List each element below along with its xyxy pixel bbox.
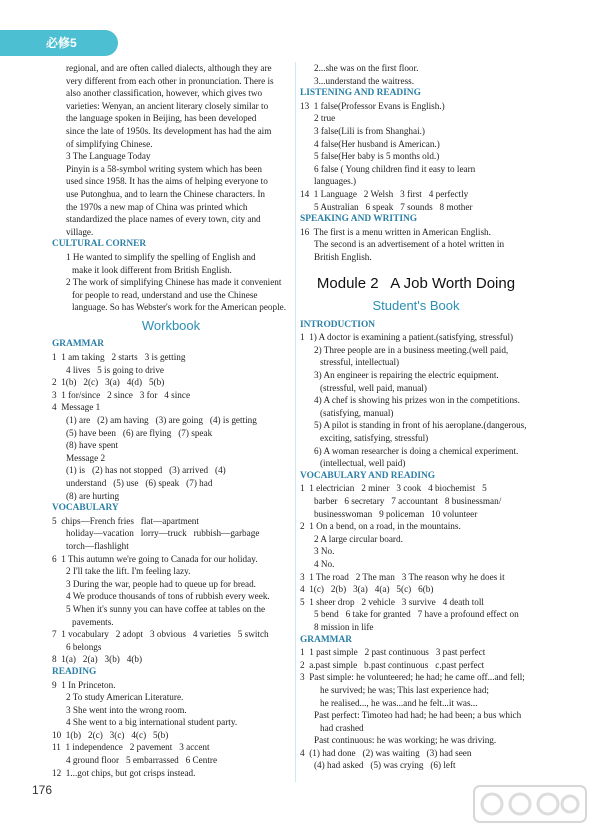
answer-line: (8) are hurting <box>66 490 120 501</box>
answer-line: 3 During the war, people had to queue up for bread. <box>66 578 256 589</box>
answer-line: 3...understand the waitress. <box>314 75 415 86</box>
answer-line: 3 No. <box>314 546 335 557</box>
answer-line: Past continuous: he was working; he was driving. <box>314 735 497 746</box>
answer-line: 2 a.past simple b.past continuous c.past perfect <box>300 659 485 670</box>
answer-line: stressful, intellectual) <box>320 357 400 368</box>
answer-line: make it look different from British English. <box>72 264 232 275</box>
answer-line: The second is an advertisement of a hotel written in <box>314 239 505 250</box>
answer-line: understand (5) use (6) speak (7) had <box>66 478 213 488</box>
answer-line: 5 1 sheer drop 2 vehicle 3 survive 4 death toll <box>300 596 484 607</box>
answer-line: 1 1 past simple 2 past continuous 3 past perfect <box>300 647 486 658</box>
answer-line: since the late of 1950s. Its development has had the aim <box>66 125 272 136</box>
answer-line: 4 We produce thousands of tons of rubbish every week. <box>66 591 270 602</box>
answer-line: 2 1 On a bend, on a road, in the mountains. <box>300 521 461 532</box>
answer-line: 2 1(b) 2(c) 3(a) 4(d) 5(b) <box>52 377 165 388</box>
answer-line: 4 She went to a big international student party. <box>66 717 238 728</box>
answer-line: 4 ground floor 5 embarrassed 6 Centre <box>66 755 218 766</box>
answer-line: Past perfect: Timoteo had had; he had been; a bus which <box>314 710 522 721</box>
answer-line: 2...she was on the first floor. <box>314 63 419 73</box>
answer-line: 5 false(Her baby is 5 months old.) <box>314 151 440 162</box>
answer-line: (5) have been (6) are flying (7) speak <box>66 427 213 438</box>
answer-line: (satisfying, manual) <box>320 407 394 418</box>
answer-line: 4 false(Her husband is American.) <box>314 138 440 149</box>
answer-line: 13 1 false(Professor Evans is English.) <box>300 100 445 111</box>
answer-line: village. <box>66 226 94 237</box>
section-heading: SPEAKING AND WRITING <box>300 214 418 225</box>
answer-line: Pinyin is a 58-symbol writing system which has been <box>66 163 262 174</box>
right-column <box>300 62 532 772</box>
answer-line: 2 A large circular board. <box>314 533 403 544</box>
answer-line: 4 lives 5 is going to drive <box>66 364 164 375</box>
answer-line: 4 No. <box>314 558 335 569</box>
answer-line: (1) is (2) has not stopped (3) arrived (4) <box>66 465 226 476</box>
answer-line: exciting, satisfying, stressful) <box>320 433 429 444</box>
answer-line: 5 Australian 6 speak 7 sounds 8 mother <box>314 201 473 212</box>
volume-tab <box>0 30 118 56</box>
answer-line: 6 1 This autumn we're going to Canada for our holiday. <box>52 553 258 564</box>
answer-line: 4) A chef is showing his prizes won in the competitions. <box>314 395 520 406</box>
answer-line: also another classification, however, which gives two <box>66 88 263 99</box>
answer-line: 2 The work of simplifying Chinese has made it convenient <box>66 277 282 288</box>
answer-line: 5 chips—French fries flat—apartment <box>52 515 199 526</box>
section-heading: INTRODUCTION <box>300 319 376 330</box>
answer-line: 5 bend 6 take for granted 7 have a profound effect on <box>314 609 519 620</box>
answer-line: 1 1) A doctor is examining a patient.(satisfying, stressful) <box>300 332 514 343</box>
answer-line: 11 1 independence 2 pavement 3 accent <box>52 742 210 753</box>
answer-line: (intellectual, well paid) <box>320 458 406 469</box>
answer-line: (stressful, well paid, manual) <box>320 382 427 393</box>
watermark-logo <box>470 780 590 828</box>
module-title: Module 2 A Job Worth Doing <box>316 274 516 292</box>
answer-line: 3 The Language Today <box>66 151 151 162</box>
answer-line: British English. <box>314 251 372 262</box>
answer-line: 2) Three people are in a business meeting.(well paid, <box>314 344 509 355</box>
column-divider <box>295 62 296 782</box>
answer-line: 8 1(a) 2(a) 3(b) 4(b) <box>52 654 143 665</box>
answer-line: he realised..., he was...and he felt...it was... <box>320 697 478 708</box>
answer-line: 2 To study American Literature. <box>66 692 184 703</box>
answer-line: Message 2 <box>66 452 106 463</box>
answer-line: had crashed <box>320 722 364 733</box>
answer-line: 3 1 for/since 2 since 3 for 4 since <box>52 389 191 400</box>
section-heading: READING <box>52 666 97 677</box>
volume-tab-label: 必修5 <box>46 36 77 50</box>
answer-line: 5) A pilot is standing in front of his aeroplane.(dangerous, <box>314 420 527 431</box>
answer-line: 2 I'll take the lift. I'm feeling lazy. <box>66 566 191 577</box>
answer-line: 6 belongs <box>66 641 102 652</box>
answer-line: for people to read, understand and use the Chinese <box>72 289 258 300</box>
answer-line: the language spoken in Beijing, has been developed <box>66 113 257 124</box>
answer-line: 4 Message 1 <box>52 402 101 413</box>
answer-line: 4 (1) had done (2) was waiting (3) had seen <box>300 747 472 758</box>
answer-line: 8 mission in life <box>314 621 374 632</box>
answer-line: he survived; he was; This last experience had; <box>320 684 489 695</box>
section-heading: VOCABULARY AND READING <box>300 470 436 481</box>
answer-line: 1 1 electrician 2 miner 3 cook 4 biochemist 5 <box>300 483 487 494</box>
answer-line: language. So has Webster's work for the American people. <box>72 302 287 313</box>
answer-line: used since 1958. It has the aims of helping everyone to <box>66 176 268 187</box>
answer-line: varieties: Wenyan, an ancient literary closely similar to <box>66 100 269 111</box>
page-number: 176 <box>32 783 53 797</box>
answer-line: pavements. <box>72 616 114 627</box>
students-book-heading: Student's Book <box>372 298 460 314</box>
section-heading: VOCABULARY <box>52 503 119 514</box>
answer-line: 1 1 am taking 2 starts 3 is getting <box>52 352 186 363</box>
answer-line: 2 true <box>314 113 336 124</box>
answer-line: 3) An engineer is repairing the electric equipment. <box>314 370 499 381</box>
answer-line: very different from each other in pronunciation. There is <box>66 75 274 86</box>
answer-line: 10 1(b) 2(c) 3(c) 4(c) 5(b) <box>52 729 169 740</box>
answer-line: businesswoman 9 policeman 10 volunteer <box>314 508 478 519</box>
answer-line: (1) are (2) am having (3) are going (4) is getting <box>66 415 257 426</box>
section-heading: GRAMMAR <box>300 634 353 645</box>
answer-line: 3 Past simple: he volunteered; he had; he came off...and fell; <box>300 672 525 683</box>
workbook-heading: Workbook <box>141 317 201 333</box>
answer-line: 9 1 In Princeton. <box>52 679 116 690</box>
answer-line: 6) A woman researcher is doing a chemical experiment. <box>314 445 519 456</box>
answer-line: (4) had asked (5) was crying (6) left <box>314 760 456 771</box>
answer-line: holiday—vacation lorry—truck rubbish—garbage <box>66 528 260 539</box>
answer-line: standardized the place names of every town, city and <box>66 214 261 225</box>
section-heading: GRAMMAR <box>52 339 105 350</box>
section-heading: CULTURAL CORNER <box>52 239 147 250</box>
answer-line: (8) have spent <box>66 440 119 451</box>
answer-line: of simplifying Chinese. <box>66 138 153 149</box>
answer-line: 16 The first is a menu written in American English. <box>300 226 491 237</box>
answer-line: 14 1 Language 2 Welsh 3 first 4 perfectly <box>300 188 469 199</box>
answer-line: torch—flashlight <box>66 540 129 551</box>
left-column <box>52 62 290 779</box>
answer-line: regional, and are often called dialects, although they are <box>66 63 272 73</box>
answer-line: languages.) <box>314 176 357 187</box>
answer-line: barber 6 secretary 7 accountant 8 businessman/ <box>314 496 502 506</box>
answer-line: 7 1 vocabulary 2 adopt 3 obvious 4 varieties 5 switch <box>52 629 269 640</box>
answer-line: 3 1 The road 2 The man 3 The reason why he does it <box>300 571 505 582</box>
answer-line: 1 He wanted to simplify the spelling of English and <box>66 251 256 262</box>
section-heading: LISTENING AND READING <box>300 88 421 99</box>
answer-line: 3 She went into the wrong room. <box>66 704 187 715</box>
answer-line: 4 1(c) 2(b) 3(a) 4(a) 5(c) 6(b) <box>300 584 434 595</box>
answer-line: 3 false(Lili is from Shanghai.) <box>314 125 425 136</box>
answer-line: 5 When it's sunny you can have coffee at tables on the <box>66 603 266 614</box>
answer-line: 6 false ( Young children find it easy to learn <box>314 163 476 174</box>
answer-line: the 1970s a new map of China was printed which <box>66 201 248 212</box>
answer-line: 12 1...got chips, but got crisps instead. <box>52 767 196 778</box>
answer-line: use Putonghua, and to learn the Chinese characters. In <box>66 188 265 199</box>
